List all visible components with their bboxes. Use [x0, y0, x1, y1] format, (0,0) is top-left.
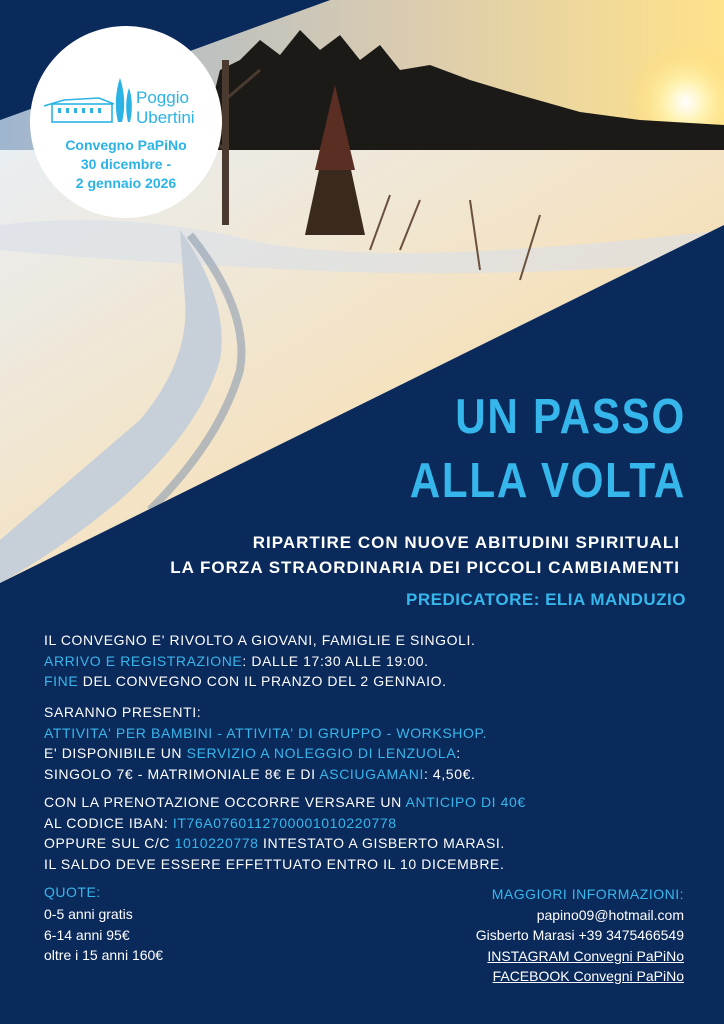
info-towels-label: ASCIUGAMANI	[319, 765, 424, 782]
contact-email[interactable]: papino09@hotmail.com	[536, 906, 684, 923]
main-title-line2: ALLA VOLTA	[409, 454, 686, 508]
contacts	[476, 884, 684, 987]
contact-phone: Gisberto Marasi +39 3475466549	[475, 927, 684, 943]
info-arrival-time: : DALLE 17:30 ALLE 19:00.	[242, 652, 429, 669]
info-linen	[44, 743, 487, 764]
logo-brand	[136, 88, 195, 128]
logo-event-line1: Convegno PaPiNo	[65, 137, 187, 153]
info-general	[44, 630, 476, 692]
preacher-label: PREDICATORE: ELIA MANDUZIO	[406, 590, 686, 609]
quotes-list	[44, 904, 163, 966]
logo-brand-line1: Poggio	[136, 88, 189, 107]
info-prices-post: : 4,50€.	[423, 765, 476, 782]
logo-event-dates	[30, 136, 222, 193]
info-account-post: INTESTATO A GISBERTO MARASI.	[258, 835, 505, 851]
info-deposit	[44, 792, 526, 813]
quote-item: 0-5 anni gratis	[44, 906, 133, 922]
quote-item: oltre i 15 anni 160€	[44, 947, 164, 963]
info-end-text: DEL CONVEGNO CON IL PRANZO DEL 2 GENNAIO.	[78, 673, 447, 689]
info-iban-code: IT76A0760112700001010220778	[172, 814, 397, 831]
logo-event-line3: 2 gennaio 2026	[75, 175, 177, 191]
contacts-title: MAGGIORI INFORMAZIONI:	[491, 886, 684, 902]
info-activities: ATTIVITA' PER BAMBINI - ATTIVITA' DI GRUPPO - WORKSHOP.	[44, 724, 488, 741]
instagram-link[interactable]: INSTAGRAM Convegni PaPiNo	[487, 947, 684, 964]
quotes-title: QUOTE:	[44, 884, 101, 900]
info-audience: IL CONVEGNO E' RIVOLTO A GIOVANI, FAMIGLIE E SINGOLI.	[44, 632, 476, 648]
facebook-link[interactable]: FACEBOOK Convegni PaPiNo	[492, 968, 684, 984]
subtitle-line1: RIPARTIRE CON NUOVE ABITUDINI SPIRITUALI	[252, 533, 680, 552]
subtitle	[170, 530, 680, 580]
logo-brand-line2: Ubertini	[136, 108, 195, 127]
info-linen-post: :	[456, 745, 461, 761]
info-end-label: FINE	[44, 673, 79, 689]
main-title-line1: UN PASSO	[455, 390, 686, 444]
quote-item: 6-14 anni 95€	[44, 926, 130, 943]
logo-badge	[30, 26, 222, 218]
info-linen-pre: E' DISPONIBILE UN	[44, 745, 187, 761]
info-iban	[44, 813, 526, 834]
info-arrival	[44, 651, 476, 672]
subtitle-line2: LA FORZA STRAORDINARIA DEI PICCOLI CAMBIAMENTI	[170, 558, 680, 577]
info-account-pre: OPPURE SUL C/C	[44, 835, 175, 851]
info-balance: IL SALDO DEVE ESSERE EFFETTUATO ENTRO IL 10 DICEMBRE.	[44, 855, 505, 872]
info-deposit-pre: CON LA PRENOTAZIONE OCCORRE VERSARE UN	[44, 794, 406, 810]
info-present: SARANNO PRESENTI:	[44, 704, 202, 720]
info-services	[44, 702, 487, 784]
info-prices	[44, 764, 487, 785]
info-prices-pre: SINGOLO 7€ - MATRIMONIALE 8€ E DI	[44, 765, 320, 782]
info-payment	[44, 792, 526, 874]
info-arrival-label: ARRIVO E REGISTRAZIONE	[44, 652, 243, 669]
main-title	[325, 385, 686, 513]
info-deposit-amount: ANTICIPO DI 40€	[405, 794, 526, 810]
info-linen-label: SERVIZIO A NOLEGGIO DI LENZUOLA	[186, 745, 457, 761]
villa-logo-icon	[44, 76, 139, 128]
info-end	[44, 671, 476, 692]
info-account-number: 1010220778	[174, 835, 259, 851]
info-account	[44, 833, 526, 854]
info-iban-pre: AL CODICE IBAN:	[44, 814, 173, 831]
logo-event-line2: 30 dicembre -	[80, 156, 172, 172]
